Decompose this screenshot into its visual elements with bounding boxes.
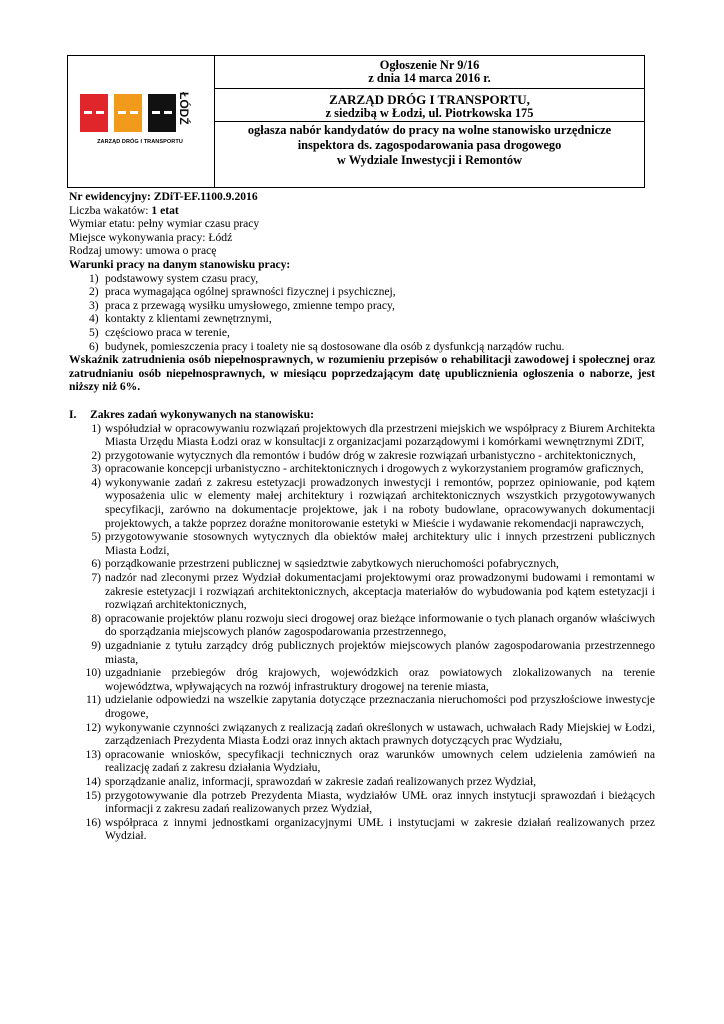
list-item-number: 11) xyxy=(85,693,101,707)
list-item-text: opracowanie projektów planu rozwoju sieci drogowej oraz bieżące informowanie o tych planach organów właściwych do sporządzania miejscowych planów zagospodarowania przestrzennego, xyxy=(105,611,655,639)
list-item-number: 8) xyxy=(91,611,101,625)
organization-name: ZARZĄD DRÓG I TRANSPORTU, xyxy=(329,92,530,107)
disability-notice: Wskaźnik zatrudnienia osób niepełnosprawnych, w rozumieniu przepisów o rehabilitacji zawodowej i społecznej oraz zatrudnianiu osób niepełnosprawnych, w miesiącu poprzedzającym datę upublicznienia ogłoszenia o naborze, jest niższy niż 6%. xyxy=(69,353,655,394)
list-item: 2) praca wymagająca ogólnej sprawności fizycznej i psychicznej, xyxy=(89,285,396,299)
list-item-text: sporządzanie analiz, informacji, sprawozdań w zakresie zadań realizowanych przez Wydział, xyxy=(105,774,537,788)
list-item-number: 13) xyxy=(85,747,101,761)
list-item-text: współpraca z innymi jednostkami organizacyjnymi UMŁ i instytucjami w zakresie działań realizowanych przez Wydział. xyxy=(105,815,655,843)
header-text-cell xyxy=(215,56,644,187)
list-item-number: 12) xyxy=(85,720,101,734)
list-item xyxy=(69,748,655,775)
organization-block xyxy=(215,89,644,122)
work-place: Miejsce wykonywania pracy: Łódź xyxy=(69,230,233,244)
list-item xyxy=(69,462,655,476)
organization-address: z siedzibą w Łodzi, ul. Piotrkowska 175 xyxy=(325,105,534,120)
list-item xyxy=(69,530,655,557)
list-item-number: 1) xyxy=(91,421,101,435)
list-item xyxy=(69,789,655,816)
list-item xyxy=(69,693,655,720)
zdit-logo xyxy=(80,88,200,138)
list-item-number: 16) xyxy=(85,815,101,829)
list-item-text: przygotowanie wytycznych dla remontów i budów dróg w zakresie rozwiązań urbanistyczno - architektonicznych, xyxy=(105,448,636,462)
list-item xyxy=(69,775,655,789)
list-item xyxy=(69,571,655,612)
list-item: 4) kontakty z klientami zewnętrznymi, xyxy=(89,312,272,326)
list-item xyxy=(69,557,655,571)
list-item-number: 2) xyxy=(91,448,101,462)
list-item-text: opracowanie wniosków, specyfikacji technicznych oraz warunków umownych celem udzielenia zamówień na realizację zadań z zakresu działania Wydziału, xyxy=(105,747,655,775)
announcement-header xyxy=(67,55,645,188)
list-item xyxy=(69,422,655,449)
list-item: 1) podstawowy system czasu pracy, xyxy=(89,271,259,285)
list-item xyxy=(69,612,655,639)
list-item-number: 15) xyxy=(85,788,101,802)
list-item: 3) praca z przewagą wysiłku umysłowego, zmienne tempo pracy, xyxy=(89,298,395,312)
list-item-number: 10) xyxy=(85,666,101,680)
list-item-text: uzgadnianie z tytułu zarządcy dróg publicznych projektów miejscowych planów zagospodarowania przestrzennego miasta, xyxy=(105,639,655,666)
announcement-number: Ogłoszenie Nr 9/16 xyxy=(379,58,480,72)
list-item-number: 6) xyxy=(91,557,101,571)
conditions-list xyxy=(69,272,655,354)
list-item-text: przygotowywanie dla potrzeb Prezydenta Miasta, wydziałów UMŁ oraz innych instytucji sprawozdań i bieżących informacji z zakresu zadań realizowanych przez Wydział, xyxy=(105,788,655,816)
list-item-number: 3) xyxy=(91,462,101,476)
vacancies-value: 1 etat xyxy=(151,203,179,217)
logo-cell xyxy=(68,56,215,187)
list-item xyxy=(69,639,655,666)
list-item xyxy=(69,666,655,693)
logo-letters: ŁÓDŹ xyxy=(177,92,191,125)
list-item-text: przygotowywanie stosownych wytycznych dla obiektów małej architektury ulic i innych przestrzeni publicznych Miasta Łodzi, xyxy=(105,530,655,557)
logo-caption: ZARZĄD DRÓG I TRANSPORTU xyxy=(97,139,183,145)
list-item-text: porządkowanie przestrzeni publicznej w sąsiedztwie zabytkowych nieruchomości pofabrycznych, xyxy=(105,557,559,571)
position-call-block xyxy=(215,122,644,187)
list-item-text: współudział w opracowywaniu rozwiązań projektowych dla przestrzeni miejskich we współpracy z Biurem Architekta Miasta Urzędu Miasta Łodzi oraz w konsultacji z organizacjami pozarządowymi i komórkami wewnętrznymi ZDiT, xyxy=(105,421,655,449)
list-item-text: wykonywanie czynności związanych z realizacją zadań określonych w ustawach, uchwałach Rady Miejskiej w Łodzi, zarządzeniach Prezydenta Miasta Łodzi oraz innych aktach prawnych dotyczących prac Wydziału, xyxy=(105,720,655,748)
list-item xyxy=(69,449,655,463)
call-line-2: inspektora ds. zagospodarowania pasa drogowego xyxy=(297,138,562,152)
tasks-list xyxy=(69,422,655,843)
announcement-body xyxy=(69,190,655,843)
call-line-3: w Wydziale Inwestycji i Remontów xyxy=(336,153,523,167)
list-item: 6) budynek, pomieszczenia pracy i toalety nie są dostosowane dla osób z dysfunkcją narządów ruchu. xyxy=(89,339,565,353)
section-title: Zakres zadań wykonywanych na stanowisku: xyxy=(90,407,314,421)
vacancies xyxy=(69,204,655,218)
conditions-heading: Warunki pracy na danym stanowisku pracy: xyxy=(69,257,291,271)
list-item-text: udzielanie odpowiedzi na wszelkie zapytania dotyczące przeznaczania nieruchomości pod przyszłościowe inwestycje drogowe, xyxy=(105,693,655,720)
worktime: Wymiar etatu: pełny wymiar czasu pracy xyxy=(69,217,260,231)
list-item-number: 5) xyxy=(91,530,101,544)
contract-type: Rodzaj umowy: umowa o pracę xyxy=(69,244,217,258)
list-item-text: opracowanie koncepcji urbanistyczno - architektonicznych i drogowych z wykorzystaniem programów graficznych, xyxy=(105,462,644,476)
list-item-number: 9) xyxy=(91,639,101,652)
reference-number: Nr ewidencyjny: ZDiT-EF.1100.9.2016 xyxy=(69,190,258,203)
list-item-number: 4) xyxy=(91,475,101,489)
list-item xyxy=(69,721,655,748)
announcement-number-block xyxy=(215,56,644,89)
announcement-date: z dnia 14 marca 2016 r. xyxy=(368,71,491,85)
list-item-number: 14) xyxy=(85,774,101,788)
section-numeral: I. xyxy=(69,407,77,421)
list-item xyxy=(69,476,655,530)
list-item: 5) częściowo praca w terenie, xyxy=(89,325,230,339)
list-item-number: 7) xyxy=(91,571,101,585)
list-item-text: nadzór nad zleconymi przez Wydział dokumentacjami projektowymi oraz prowadzonymi budowami i remontami w zakresie estetyzacji i rozwiązań architektonicznych, akceptacja materiałów do wybudowania pod kątem estetyzacji i rozwiązań architektonicznych, xyxy=(105,571,655,612)
vacancies-label: Liczba wakatów: xyxy=(69,203,152,217)
call-line-1: ogłasza nabór kandydatów do pracy na wolne stanowisko urzędnicze xyxy=(247,123,612,137)
list-item-text: wykonywanie zadań z zakresu estetyzacji prowadzonych inwestycji i remontów, poprzez opiniowanie, pod kątem wyposażenia ulic w elementy małej architektury i rozwiązań architektonicznych wszystkich przygotowywanych specyfikacji, zarówno na dokumentacje projektowe, jak i na roboty budowlane, opracowywanych dokumentacji projektowych, a także poprzez doraźne monitorowanie estetyki w Mieście i wydawanie rekomendacji naprawczych, xyxy=(105,475,655,530)
section-heading xyxy=(69,408,655,422)
list-item xyxy=(69,816,655,843)
list-item-text: uzgadnianie przebiegów dróg krajowych, wojewódzkich oraz powiatowych zlokalizowanych na terenie województwa, wpływających na rozwój infrastruktury drogowej na terenie miasta, xyxy=(105,666,655,693)
